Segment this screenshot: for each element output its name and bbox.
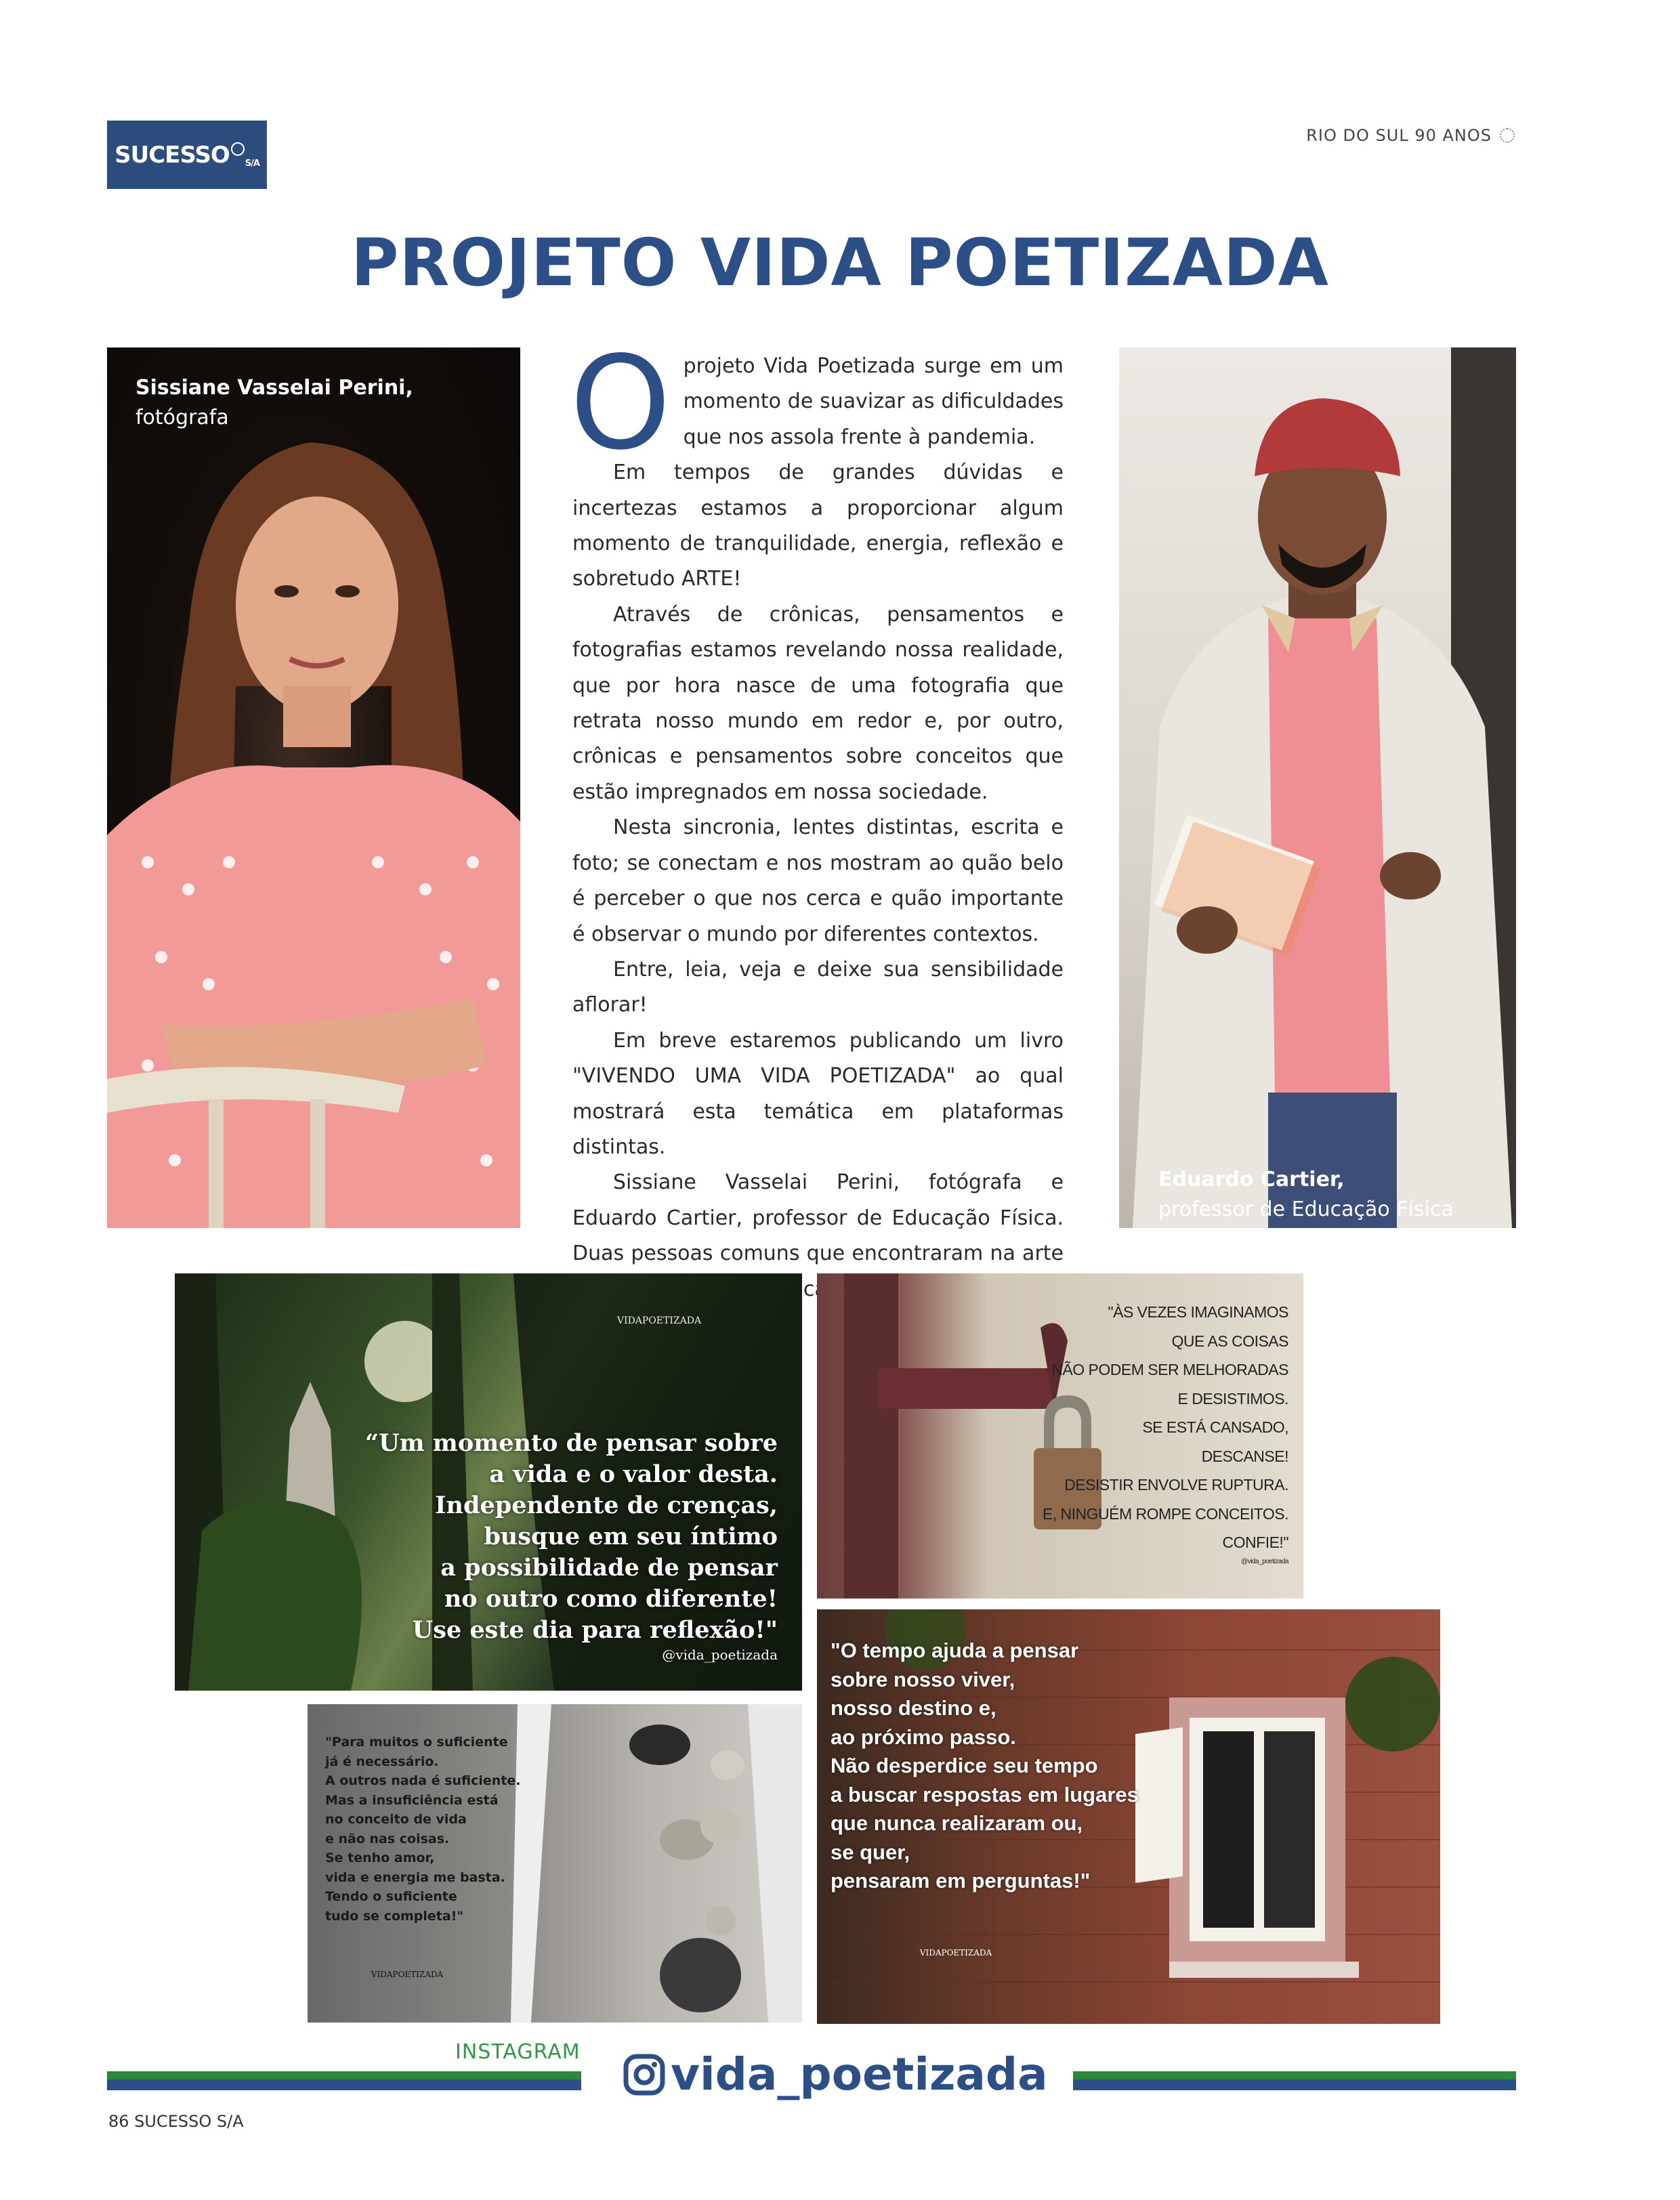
article-paragraph: Nesta sincronia, lentes distintas, escrita e foto; se conectam e nos mostram ao quão belo é perceber o que nos cerca e quão importante é observar o mundo por diferentes contextos. (572, 816, 1064, 946)
post-quote (365, 1428, 778, 1664)
quote-line: nosso destino e, (831, 1696, 996, 1720)
logo-text: SUCESSO (114, 141, 230, 169)
quote-line: a vida e o valor desta. (489, 1460, 778, 1488)
globe-icon (1500, 128, 1515, 143)
quote-line: no outro como diferente! (444, 1585, 778, 1613)
quote-line: no conceito de vida (325, 1812, 467, 1827)
section-label-text: RIO DO SUL 90 ANOS (1306, 126, 1492, 145)
instagram-label: INSTAGRAM (455, 2040, 581, 2064)
footer-rule-right (1073, 2071, 1516, 2090)
quote-line: "ÀS VEZES IMAGINAMOS (1108, 1303, 1288, 1321)
instagram-post-window (817, 1609, 1440, 2024)
instagram-handle-text: vida_poetizada (671, 2048, 1048, 2100)
post-quote (325, 1733, 521, 1926)
page-folio: 86 SUCESSO S/A (108, 2112, 244, 2131)
instagram-icon (623, 2054, 665, 2096)
quote-line: ao próximo passo. (831, 1725, 1016, 1749)
page-title: PROJETO VIDA POETIZADA (351, 225, 1329, 301)
instagram-post-street (308, 1704, 802, 2023)
quote-line: a possibilidade de pensar (440, 1554, 778, 1582)
quote-line: que nunca realizaram ou, (831, 1811, 1083, 1835)
photo-caption-sissiane (135, 373, 413, 433)
footer-rule-left (107, 2071, 581, 2090)
quote-line: "Para muitos o suficiente (325, 1735, 508, 1750)
section-label (1306, 126, 1515, 145)
quote-line: sobre nosso viver, (831, 1667, 1015, 1691)
portrait-illustration (107, 347, 520, 1228)
quote-line: A outros nada é suficiente. (325, 1773, 521, 1788)
caption-role: fotógrafa (135, 406, 229, 429)
quote-line: pensaram em perguntas!" (831, 1869, 1091, 1892)
quote-line: tudo se completa!" (325, 1908, 464, 1924)
instagram-post-forest (175, 1273, 802, 1691)
quote-line: já é necessário. (325, 1754, 439, 1769)
post-quote (831, 1636, 1139, 1896)
photo-sissiane (107, 347, 520, 1228)
quote-line: E DESISTIMOS. (1177, 1389, 1288, 1408)
quote-line: a buscar respostas em lugares (831, 1782, 1139, 1806)
quote-line: CONFIE!" (1222, 1533, 1288, 1551)
quote-line: se quer, (831, 1840, 910, 1864)
logo-suffix: S/A (245, 158, 259, 169)
post-handle: @vida_poetizada (1241, 1557, 1288, 1565)
drop-cap: O (570, 329, 671, 478)
quote-line: DESCANSE! (1201, 1447, 1288, 1465)
quote-line: Tendo o suficiente (325, 1889, 457, 1904)
article-paragraph: Entre, leia, veja e deixe sua sensibilidade aflorar! (572, 957, 1064, 1017)
caption-name: Sissiane Vasselai Perini, (135, 376, 413, 400)
quote-line: Se tenho amor, (325, 1850, 435, 1865)
vida-poetizada-logo: VIDAPOETIZADA (371, 1970, 444, 1979)
article-paragraph: Sissiane Vasselai Perini, fotógrafa e Eduardo Cartier, professor de Educação Física. Duas pessoas comuns que encontraram na arte (572, 1170, 1064, 1266)
portrait-illustration (1119, 347, 1516, 1228)
quote-line: QUE AS COISAS (1171, 1332, 1288, 1350)
article-paragraph: projeto Vida Poetizada surge em um momento de suavizar as dificuldades que nos assola frente à pandemia. (683, 354, 1064, 449)
quote-line: E, NINGUÉM ROMPE CONCEITOS. (1042, 1504, 1288, 1523)
post-quote (1043, 1298, 1288, 1567)
quote-line: Mas a insuficiência está (325, 1792, 499, 1808)
quote-line: vida e energia me basta. (325, 1869, 505, 1885)
quote-line: NÃO PODEM SER MELHORADAS (1051, 1361, 1288, 1378)
quote-line: "O tempo ajuda a pensar (831, 1638, 1079, 1662)
quote-line: SE ESTÁ CANSADO, (1142, 1418, 1288, 1436)
globe-icon (231, 142, 245, 156)
magazine-logo (107, 121, 267, 189)
quote-line: e não nas coisas. (325, 1831, 450, 1846)
photo-eduardo (1119, 347, 1516, 1228)
caption-name: Eduardo Cartier, (1158, 1168, 1345, 1191)
article-paragraph: Em tempos de grandes dúvidas e incertezas estamos a proporcionar algum momento de tranquilidade, energia, reflexão e sobretudo ARTE! (572, 461, 1064, 591)
quote-line: Use este dia para reflexão!" (412, 1616, 778, 1644)
vida-poetizada-logo: VIDAPOETIZADA (616, 1315, 702, 1326)
quote-line: busque em seu íntimo (484, 1523, 778, 1550)
quote-line: “Um momento de pensar sobre (364, 1429, 778, 1457)
quote-line: Não desperdice seu tempo (831, 1754, 1098, 1777)
article-paragraph: Através de crônicas, pensamentos e fotografias estamos revelando nossa realidade, que por hora nasce de uma fotografia que retrata nosso mundo em redor e, por outro, crônicas e pensamentos sobre conceitos que estão impregnados em nossa sociedade. (572, 602, 1064, 804)
post-handle: @vida_poetizada (662, 1647, 778, 1663)
article-body (570, 329, 1064, 1342)
vida-poetizada-logo: VIDAPOETIZADA (919, 1948, 992, 1958)
quote-line: Independente de crenças, (435, 1492, 778, 1519)
quote-line: DESISTIR ENVOLVE RUPTURA. (1064, 1476, 1288, 1494)
caption-role: professor de Educação Física (1158, 1198, 1454, 1221)
article-paragraph: Em breve estaremos publicando um livro "VIVENDO UMA VIDA POETIZADA" ao qual mostrará esta temática em plataformas distintas. (572, 1028, 1064, 1159)
instagram-handle[interactable] (623, 2048, 1048, 2100)
photo-caption-eduardo (1158, 1165, 1454, 1225)
instagram-post-lock (817, 1273, 1303, 1599)
